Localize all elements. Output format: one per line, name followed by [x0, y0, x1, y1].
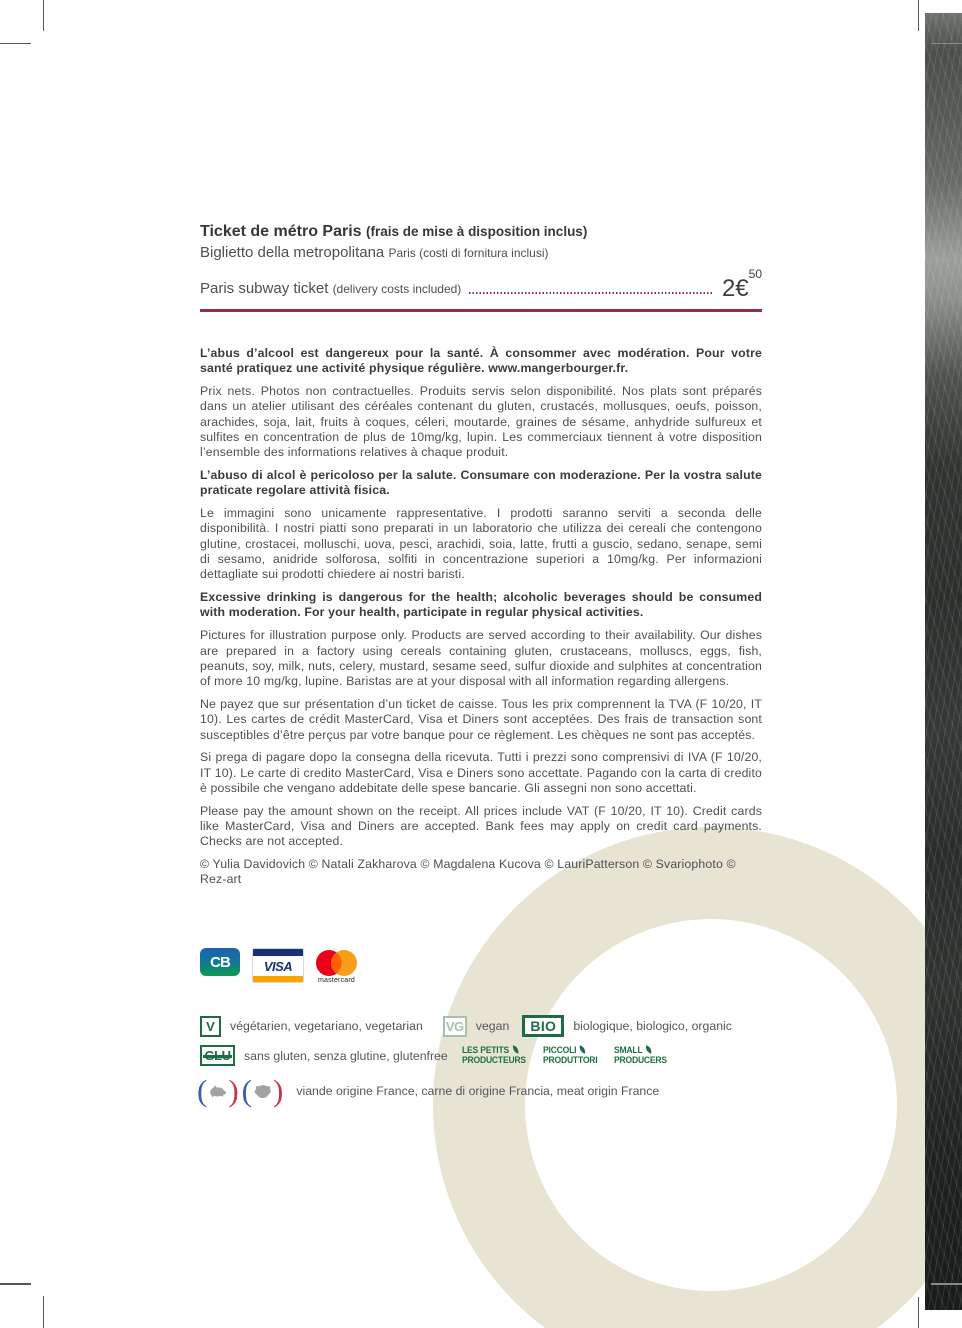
producers-it-line1: PICCOLI — [543, 1045, 577, 1055]
legal-paragraph-en-alcohol: Excessive drinking is dangerous for the health; alcoholic beverages should be consumed with moderation. For your health, participate in regular physical activities. — [200, 590, 762, 620]
dark-photo-edge — [925, 13, 962, 1310]
crop-mark-bottom-right-v — [918, 1297, 920, 1328]
legal-paragraph-en-allergens: Pictures for illustration purpose only. Products are served according to their availability. Our dishes are prepared in a factory using cereals containing gluten, crustaceans, molluscs, eggs, fish, peanuts, soy, milk, nuts, celery, mustard, sesame seed, sulfur dioxide and sulphites at concentration of more 10 mg/kg, lupine. Baristas are at your disposal with all information regarding allergens. — [200, 628, 762, 689]
vegan-badge-letters: VG — [445, 1018, 464, 1034]
vegetarian-label: végétarien, vegetariano, vegetarian — [230, 1019, 423, 1033]
producers-fr-line1: LES PETITS — [461, 1045, 509, 1055]
legend-row-glutenfree — [200, 1045, 670, 1066]
leaf-icon — [511, 1045, 519, 1053]
cb-card-icon — [200, 948, 240, 976]
crop-mark-top-right-h — [931, 43, 962, 45]
small-producers-logo-en — [614, 1046, 667, 1065]
item-title-it — [200, 243, 762, 263]
vegan-label: vegan — [475, 1019, 510, 1033]
item-title-en-main: Paris subway ticket — [200, 280, 329, 297]
crop-mark-top-left-h — [0, 43, 31, 45]
item-title-en-note: (delivery costs included) — [332, 282, 462, 296]
blue-paren: ( — [197, 1073, 208, 1108]
legal-paragraph-it-allergens: Le immagini sono unicamente rappresentative. I prodotti saranno serviti a seconda delle disponibilità. I nostri piatti sono preparati in un laboratorio che utilizza dei cereali che contengono glutine, crostacei, molluschi, uova, pesci, arachidi, soia, latte, frutti a guscio, sedano, senape, semi di sesamo, anidride solforosa, solfiti in concentrazione superiori a 10mg/kg. Per informazioni dettagliate sui prodotti chiedere ai nostri baristi. — [200, 506, 762, 582]
producers-fr-line2: PRODUCTEURS — [461, 1054, 526, 1065]
producers-en-line2: PRODUCERS — [614, 1054, 668, 1065]
visa-label: VISA — [263, 958, 293, 974]
item-title-en — [200, 278, 461, 300]
vegan-badge-icon — [443, 1016, 467, 1037]
vegetarian-badge-letter: V — [206, 1018, 215, 1034]
crop-mark-bottom-left-v — [43, 1296, 45, 1328]
cb-card-label: CB — [210, 953, 230, 971]
crop-mark-top-left-v — [43, 0, 45, 31]
legal-paragraph-en-payment: Please pay the amount shown on the receipt. All prices include VAT (F 10/20, IT 10). Credit cards like MasterCard, Visa and Diners are accepted. Bank fees may apply on credit card payments. Checks are not accepted. — [200, 803, 762, 849]
legend-row-meat-origin — [197, 1073, 660, 1108]
visa-bottom-bar — [253, 976, 303, 982]
legal-paragraph-fr-payment: Ne payez que sur présentation d’un ticket de caisse. Tous les prix comprennent la TVA (F 10/20, IT 10). Les cartes de crédit MasterCard, Visa et Diners sont acceptées. Des frais de transaction sont susceptibles d’être perçus par votre banque pour ce règlement. Les chèques ne sont pas acceptés. — [200, 696, 762, 742]
beef-origin-france-icon — [241, 1073, 284, 1108]
mastercard-icon — [316, 950, 357, 984]
item-title-fr-main: Ticket de métro Paris — [200, 223, 362, 240]
legend-row-vegetarian — [200, 1015, 732, 1037]
item-title-fr — [200, 221, 762, 243]
blue-paren: ( — [241, 1073, 252, 1108]
item-price-row — [200, 263, 762, 300]
bio-badge-letters: BIO — [530, 1018, 557, 1034]
legal-paragraph-fr-alcohol: L’abus d’alcool est dangereux pour la santé. À consommer avec modération. Pour votre santé pratiquez une activité physique régulière. www.mangerbourger.fr. — [200, 346, 762, 376]
leaf-icon — [579, 1045, 587, 1053]
price-euros: 2€ — [721, 275, 749, 302]
meat-origin-label: viande origine France, carne di origine Francia, meat origin France — [296, 1084, 660, 1098]
section-divider — [200, 309, 762, 312]
mastercard-circles — [316, 950, 357, 976]
menu-item — [200, 221, 762, 300]
organic-label: biologique, biologico, organic — [573, 1019, 732, 1033]
payment-cards-row — [200, 948, 357, 984]
producers-it-line2: PRODUTTORI — [543, 1054, 598, 1065]
visa-top-bar — [253, 949, 303, 956]
producers-en-line1: SMALL — [614, 1045, 643, 1055]
pig-icon — [207, 1083, 228, 1100]
small-producers-logo-fr — [462, 1046, 526, 1065]
crop-mark-top-right-v — [918, 0, 920, 31]
dotted-price-leader — [469, 292, 712, 294]
pork-origin-france-icon — [197, 1073, 239, 1108]
legal-paragraph-it-alcohol: L’abuso di alcol è pericoloso per la salute. Consumare con moderazione. Per la vostra salute praticate regolare attività fisica. — [200, 468, 762, 498]
photo-credits: © Yulia Davidovich © Natali Zakharova © Magdalena Kucova © LauriPatterson © Svariophoto © Rez-art — [200, 857, 736, 887]
red-paren: ) — [272, 1073, 284, 1108]
leaf-icon — [645, 1045, 653, 1053]
price-cents: 50 — [748, 267, 762, 281]
visa-card-icon — [252, 948, 304, 983]
small-producers-logo-it — [543, 1046, 597, 1065]
bio-badge-icon — [522, 1015, 564, 1037]
crop-mark-bottom-right-h — [931, 1283, 962, 1285]
glu-strikethrough — [203, 1055, 232, 1058]
legal-text-block — [200, 346, 762, 895]
item-title-fr-note: (frais de mise à disposition inclus) — [366, 224, 588, 239]
crop-mark-bottom-left-h — [0, 1283, 31, 1285]
vegetarian-badge-icon — [200, 1016, 221, 1037]
item-title-it-note: Paris (costi di fornitura inclusi) — [388, 246, 549, 260]
cow-icon — [252, 1083, 273, 1100]
red-paren: ) — [228, 1073, 239, 1108]
legal-paragraph-fr-allergens: Prix nets. Photos non contractuelles. Produits servis selon disponibilité. Nos plats sont préparés dans un atelier utilisant des céréales contenant du gluten, crustacés, mollusques, oeufs, poisson, arachides, soja, lait, fruits à coques, céleri, moutarde, graines de sésame, anhydride sulfureux et sulfites en concentration de plus de 10mg/kg, lupin. Les commerciaux tiennent à votre disposition l’ensemble des informations relatives à chaque produit. — [200, 384, 762, 460]
legal-paragraph-it-payment: Si prega di pagare dopo la consegna della ricevuta. Tutti i prezzi sono comprensivi di IVA (F 10/20, IT 10). Le carte di credito MasterCard, Visa e Diners sono accettate. Pagando con la carta di credito è possibile che vengano addebitate delle spese bancarie. Gli assegni non sono accettati. — [200, 750, 762, 795]
visa-mid — [253, 956, 303, 976]
glutenfree-badge-icon — [200, 1045, 235, 1066]
glutenfree-label: sans gluten, senza glutine, glutenfree — [244, 1048, 448, 1063]
mastercard-label: mastercard — [317, 977, 355, 984]
item-title-it-main: Biglietto della metropolitana — [200, 244, 385, 261]
item-price — [722, 263, 762, 300]
